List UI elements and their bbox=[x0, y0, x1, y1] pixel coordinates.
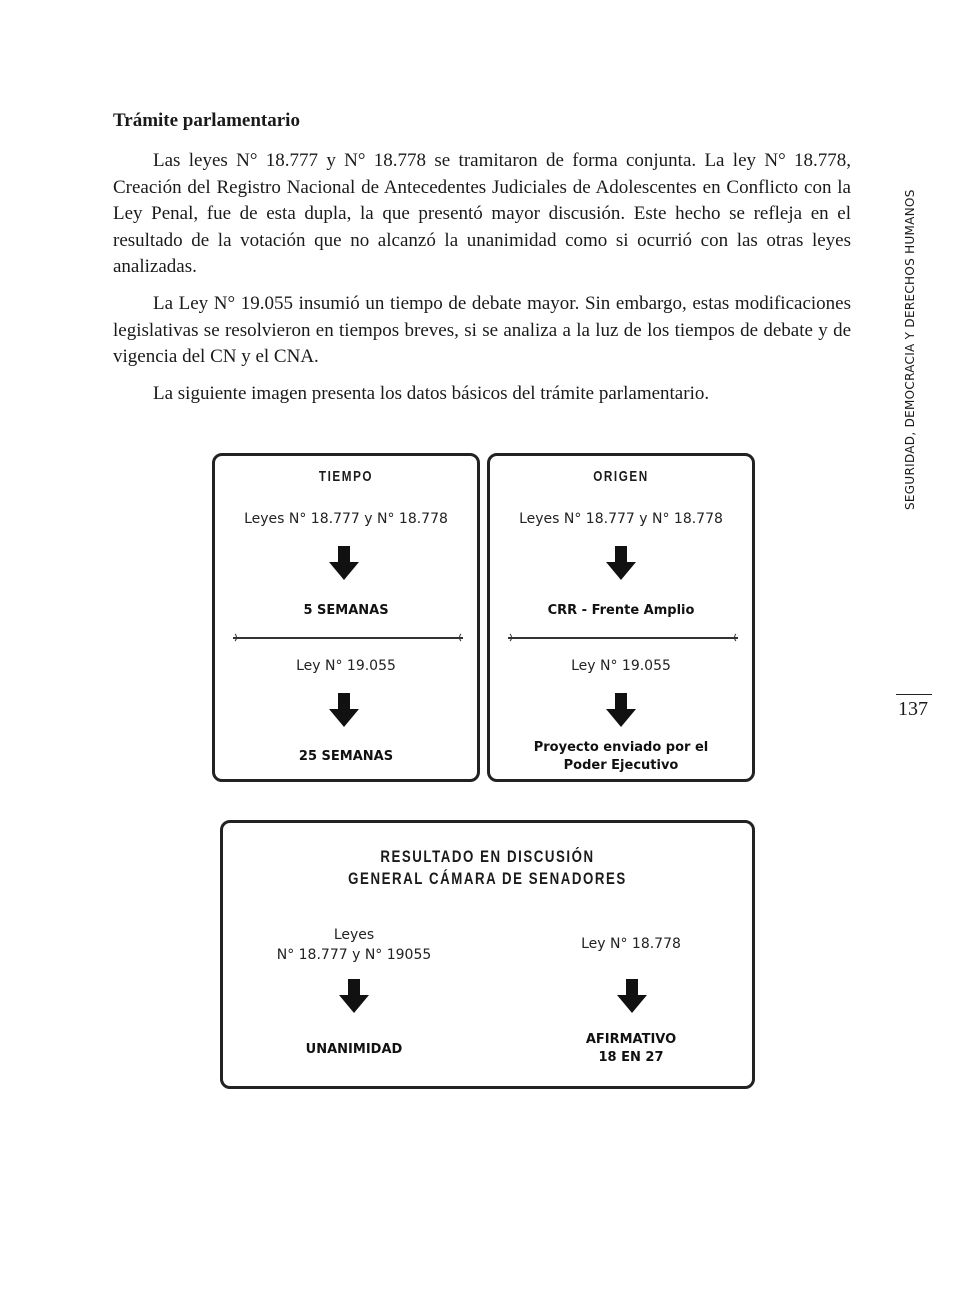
tiempo-box bbox=[212, 453, 480, 782]
resultado-left-result: UNANIMIDAD bbox=[305, 1042, 403, 1057]
resultado-right-label: Ley N° 18.778 bbox=[581, 936, 681, 952]
resultado-title-line-1: RESULTADO EN DISCUSIÓN bbox=[380, 847, 595, 866]
down-arrow-icon bbox=[606, 546, 636, 580]
tiempo-top-label: Leyes N° 18.777 y N° 18.778 bbox=[244, 511, 448, 527]
resultado-right-result-line-1: AFIRMATIVO bbox=[585, 1032, 677, 1047]
resultado-title-line-2: GENERAL CÁMARA DE SENADORES bbox=[348, 869, 627, 888]
paragraph-3 bbox=[113, 381, 851, 408]
paragraph-3-text: La siguiente imagen presenta los datos básicos del trámite parlamentario. bbox=[153, 383, 710, 404]
origen-title: ORIGEN bbox=[593, 468, 649, 485]
tiempo-bottom-label: Ley N° 19.055 bbox=[296, 658, 396, 674]
origen-bottom-result-line-1: Proyecto enviado por el bbox=[533, 740, 709, 755]
page-number: 137 bbox=[898, 698, 928, 720]
down-arrow-icon bbox=[339, 979, 369, 1013]
paragraph-2-text: La Ley N° 19.055 insumió un tiempo de debate mayor. Sin embargo, estas modificaciones legislativas se resolvieron en tiempos breves, si se analiza a la luz de los tiempos de debate y de vigencia del CN y el CNA. bbox=[113, 293, 851, 367]
resultado-left-label-line-1: Leyes bbox=[333, 927, 375, 943]
origen-bottom-label: Ley N° 19.055 bbox=[571, 658, 671, 674]
down-arrow-icon bbox=[329, 546, 359, 580]
origen-bottom-result-line-2: Poder Ejecutivo bbox=[563, 758, 679, 773]
tiempo-title: TIEMPO bbox=[318, 468, 374, 485]
origen-top-label: Leyes N° 18.777 y N° 18.778 bbox=[519, 511, 723, 527]
paragraph-2 bbox=[113, 291, 851, 371]
resultado-box bbox=[220, 820, 755, 1089]
down-arrow-icon bbox=[606, 693, 636, 727]
origen-divider bbox=[508, 637, 738, 639]
origen-top-result: CRR - Frente Amplio bbox=[547, 603, 695, 618]
resultado-left-label-line-2: N° 18.777 y N° 19055 bbox=[276, 947, 432, 963]
origen-box bbox=[487, 453, 755, 782]
paragraph-1 bbox=[113, 148, 851, 281]
tiempo-divider bbox=[233, 637, 463, 639]
page-number-rule bbox=[896, 694, 932, 695]
resultado-right-result-line-2: 18 EN 27 bbox=[598, 1050, 664, 1065]
tiempo-top-result: 5 SEMANAS bbox=[303, 603, 389, 618]
down-arrow-icon bbox=[617, 979, 647, 1013]
section-heading: Trámite parlamentario bbox=[113, 110, 300, 131]
paragraph-1-text: Las leyes N° 18.777 y N° 18.778 se tramitaron de forma conjunta. La ley N° 18.778, Creación del Registro Nacional de Antecedentes Judiciales de Adolescentes en Conflicto con la Ley Penal, fue de esta dupla, la que presentó mayor discusión. Este hecho se refleja en el resultado de la votación que no alcanzó la unanimidad como si ocurrió con las otras leyes analizadas. bbox=[113, 150, 851, 277]
running-side-title: SEGURIDAD, DEMOCRACIA Y DERECHOS HUMANOS bbox=[903, 189, 917, 510]
down-arrow-icon bbox=[329, 693, 359, 727]
tiempo-bottom-result: 25 SEMANAS bbox=[298, 749, 394, 764]
